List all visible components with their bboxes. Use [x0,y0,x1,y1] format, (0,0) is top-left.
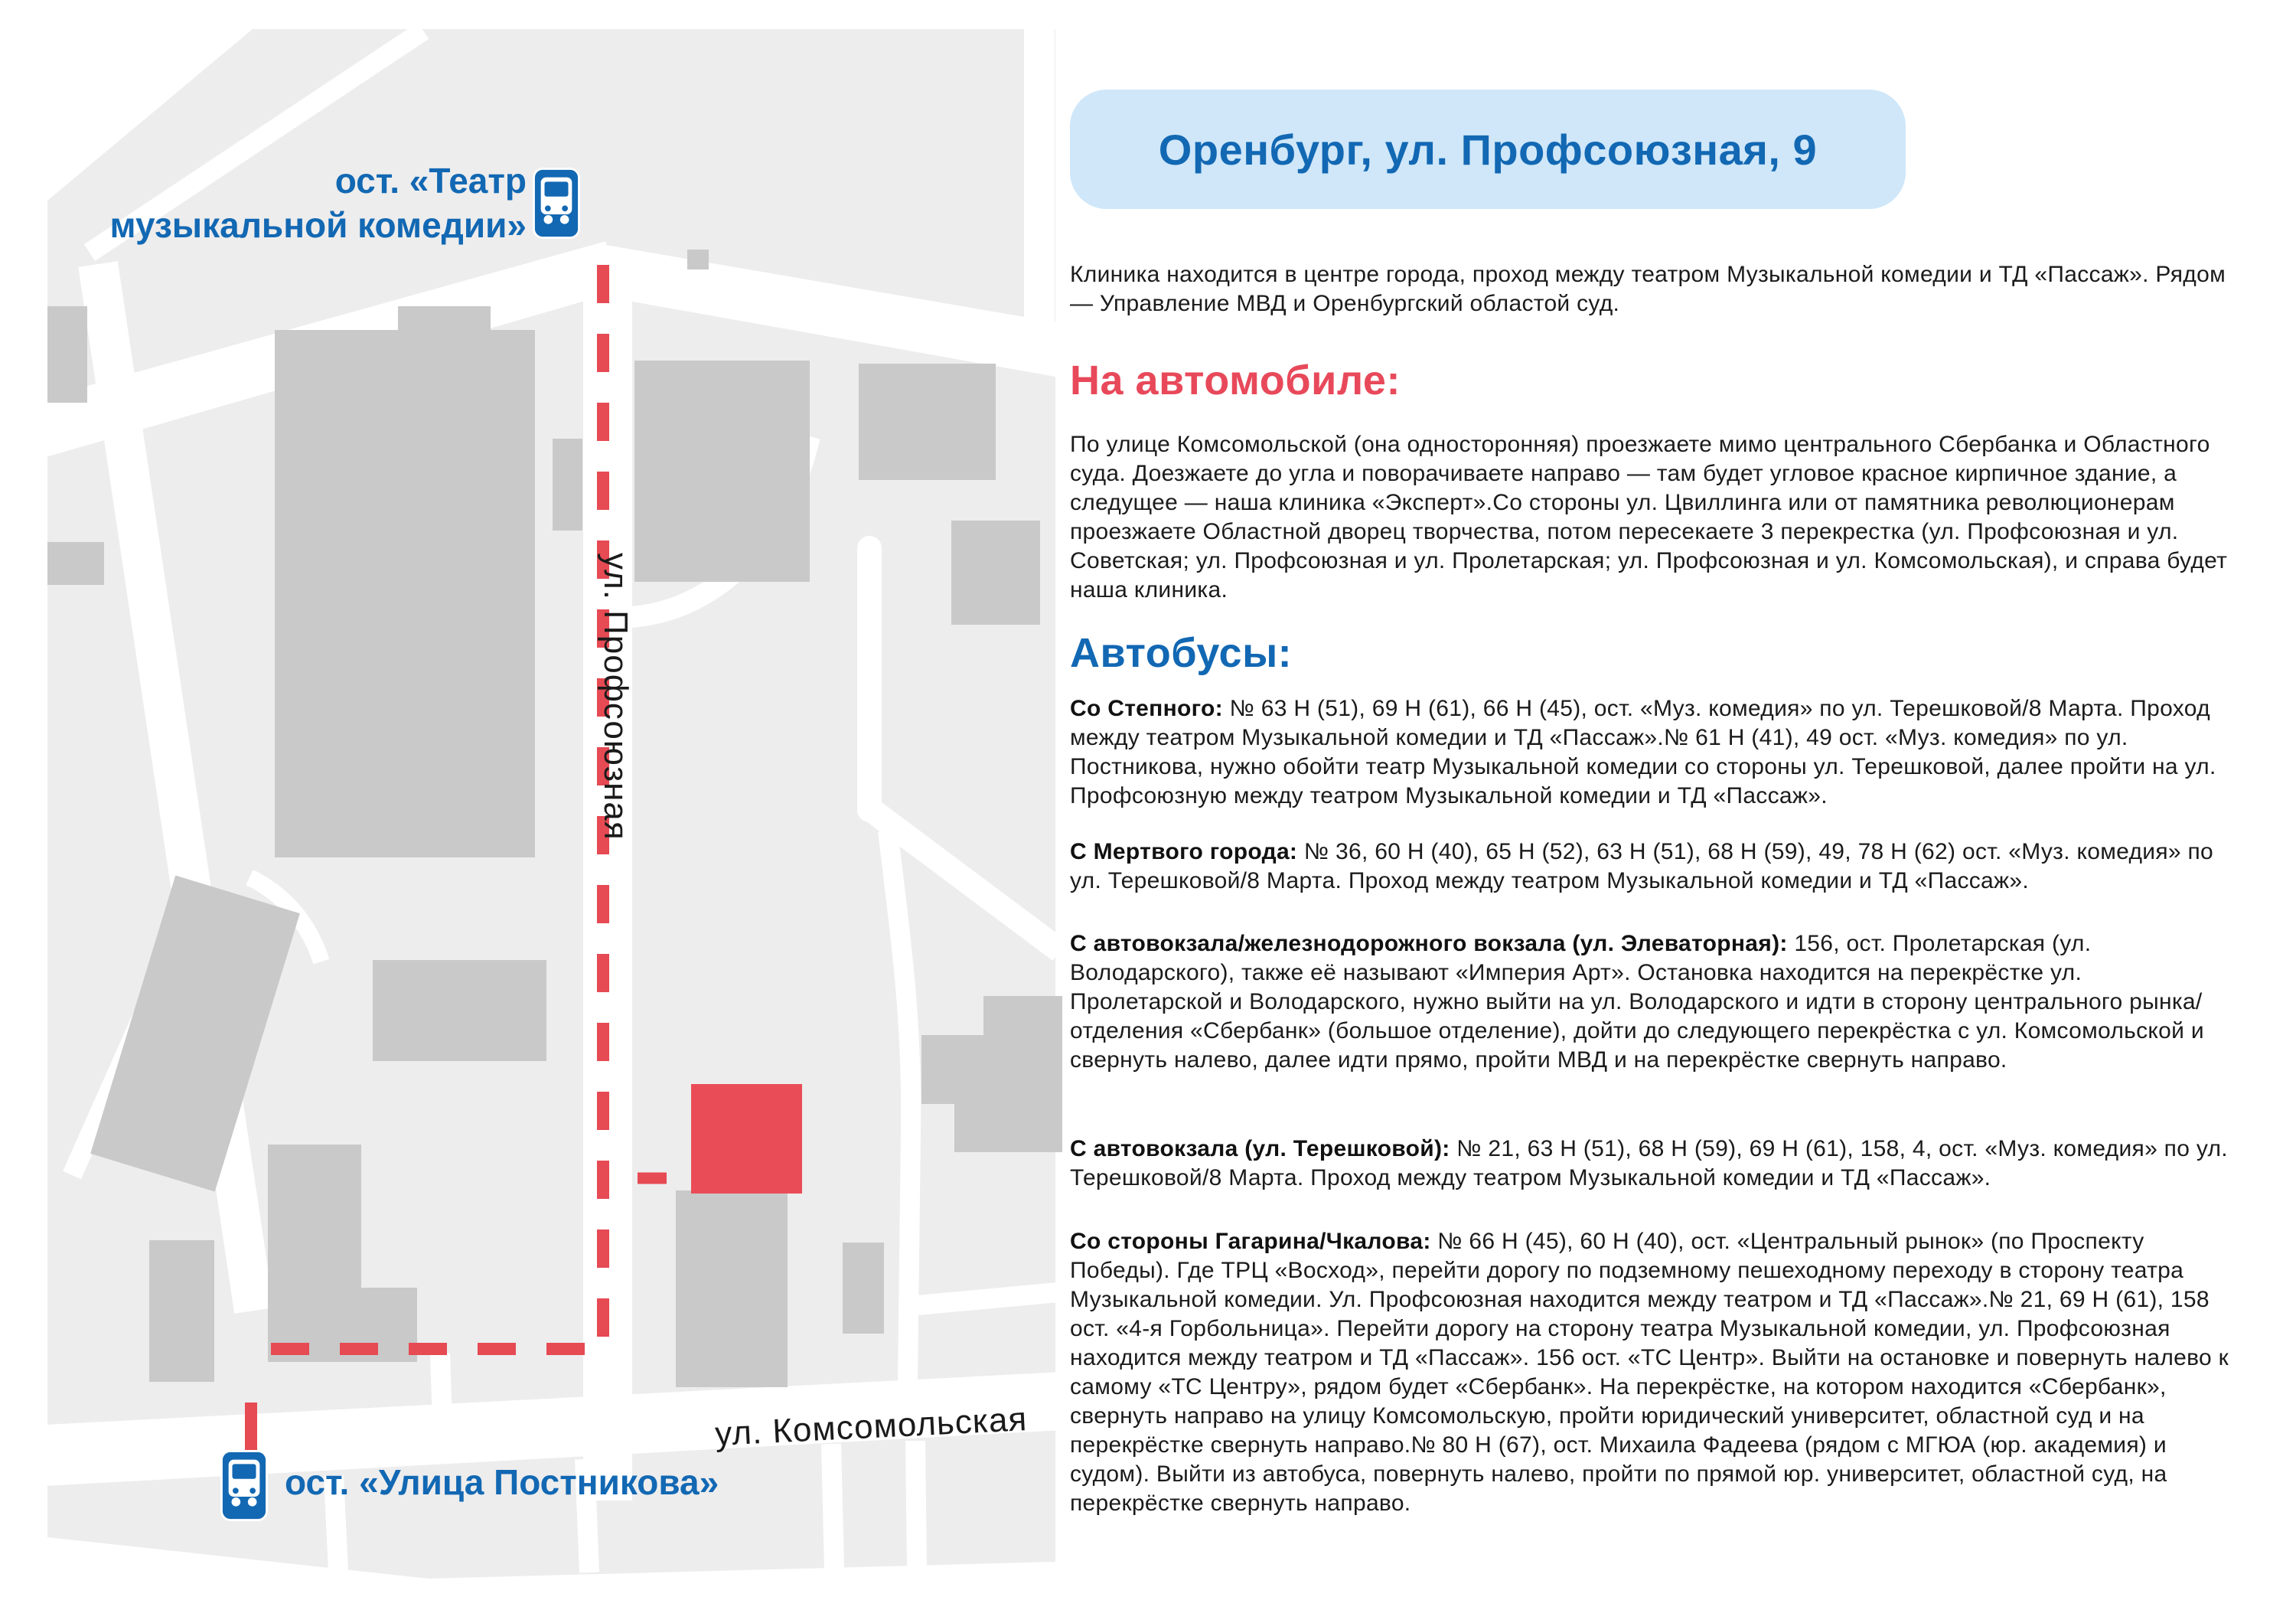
bus-section-heading: Автобусы: [1070,630,1293,676]
bus-route-lead: С автовокзала (ул. Терешковой): [1070,1136,1450,1161]
building [859,364,996,480]
street-label-profsoyuznaya: ул. Профсоюзная [597,553,634,841]
building-theater [275,306,535,857]
street-path-east [909,1292,1058,1306]
bus-route-text: № 36, 60 Н (40), 65 Н (52), 63 Н (51), 68 Н (59), 49, 78 Н (62) ост. «Муз. комедия» по ул. Терешковой/8 Марта. Проход между театром Музыкальной комедии и ТД «Пассаж». [1070,839,2214,893]
bus-route-lead: С автовокзала/железнодорожного вокзала (ул. Элеваторная): [1070,931,1788,956]
bus-route-paragraph [1070,1227,2235,1518]
building-passage-mall [634,361,810,582]
car-section-heading: На автомобиле: [1070,358,1401,403]
bus-route-lead: С Мертвого города: [1070,839,1298,864]
car-directions-text: По улице Комсомольской (она односторонняя) проезжаете мимо центрального Сбербанка и Областного суда. Доезжаете до угла и поворачиваете направо — там будет угловое красное кирпичное здание, а следущее — наша клиника «Эксперт».Со стороны ул. Цвиллинга или от памятника революционерам проезжаете Областной дворец творчества, потом пересекаете 3 перекрестка (ул. Профсоюзная и ул. Советская; ул. Профсоюзная и ул. Пролетарская; ул. Профсоюзная и ул. Комсомольская), и справа будет наша клиника. [1070,432,2228,603]
building [47,542,104,585]
building [676,1190,788,1387]
bus-stop-label-theater-line1: ост. «Театр [334,161,527,201]
street-strip [831,1444,834,1568]
bus-route-lead: Со стороны Гагарина/Чкалова: [1070,1229,1431,1254]
bus-route-text: 156, ост. Пролетарская (ул. Володарского), также её называют «Империя Арт». Остановка находится на перекрёстке ул. Пролетарской и Володарского, нужно выйти на ул. Володарского и идти в сторону центрального рынка/отделения «Сбербанк» (большое отделение), дойти до следующего перекрёстка с ул. Комсомольской и свернуть налево, далее идти прямо, пройти МВД и на перекрёстке свернуть направо. [1070,931,2204,1073]
building [951,521,1040,625]
building [47,306,87,403]
street-strip [915,1441,917,1566]
page-title: Оренбург, ул. Профсоюзная, 9 [1158,125,1818,174]
clinic-building [691,1084,802,1194]
bus-route-paragraph [1070,694,2235,811]
bus-stop-icon [533,168,579,237]
bus-route-text: № 63 Н (51), 69 Н (61), 66 Н (45), ост. «Муз. комедия» по ул. Терешковой/8 Марта. Проход между театром Музыкальной комедии и ТД «Пассаж».№ 61 Н (41), 49 ост. «Муз. комедия» по ул. Постникова, нужно обойти театр Музыкальной комедии со стороны ул. Терешковой, далее пройти на ул. Профсоюзную между театром Музыкальной комедии и ТД «Пассаж». [1070,696,2216,808]
building [149,1240,214,1382]
building [553,439,582,531]
address-badge [1070,90,1906,209]
intro-text: Клиника находится в центре города, проход между театром Музыкальной комедии и ТД «Пассаж». Рядом — Управление МВД и Оренбургский областой суд. [1070,262,2226,316]
bus-route-lead: Со Степного: [1070,696,1223,721]
bus-route-text: № 21, 63 Н (51), 68 Н (59), 69 Н (61), 158, 4, ост. «Муз. комедия» по ул. Терешковой/8 Марта. Проход между театром Музыкальной комедии и ТД «Пассаж». [1070,1136,2228,1190]
building [687,250,709,269]
building [373,960,546,1061]
building [843,1243,884,1334]
bus-route-paragraph [1070,929,2235,1075]
street-label-komsomolskaya: ул. Комсомольская [714,1400,1029,1453]
bus-route-paragraph [1070,1135,2235,1193]
street-topright [1024,29,1055,335]
bus-stop-icon [221,1451,266,1520]
street-strip [440,1354,442,1424]
city-map [0,0,1064,1623]
bus-route-text: № 66 Н (45), 60 Н (40), ост. «Центральный рынок» (по Проспекту Победы). Где ТРЦ «Восход», перейти дорогу по подземному пешеходному переходу в сторону театра Музыкальной комедии. Ул. Профсоюзная находится между театром и ТД «Пассаж».№ 21, 69 Н (61), 158 ост. «4-я Горбольница». Перейти дорогу на сторону театра Музыкальной комедии, ул. Профсоюзная находится между театром и ТД «Пассаж». 156 ост. «ТС Центр». Выйти на остановке и повернуть налево к самому «ТС Центру», рядом будет «Сбербанк». На перекрёстке, на котором находится «Сбербанк», свернуть направо на улицу Комсомольскую, пройти юридический университет, областной суд и на перекрёстке свернуть направо.№ 80 Н (67), ост. Михаила Фадеева (рядом с МГЮА (юр. академия) и судом). Выйти из автобуса, повернуть налево, пройти по прямой юр. университет, областной суд, на перекрёстке свернуть направо. [1070,1229,2229,1516]
bus-route-paragraph [1070,838,2235,896]
bus-stop-label-postnikova: ост. «Улица Постникова» [285,1462,719,1502]
bus-stop-label-theater-line2: музыкальной комедии» [109,205,527,245]
